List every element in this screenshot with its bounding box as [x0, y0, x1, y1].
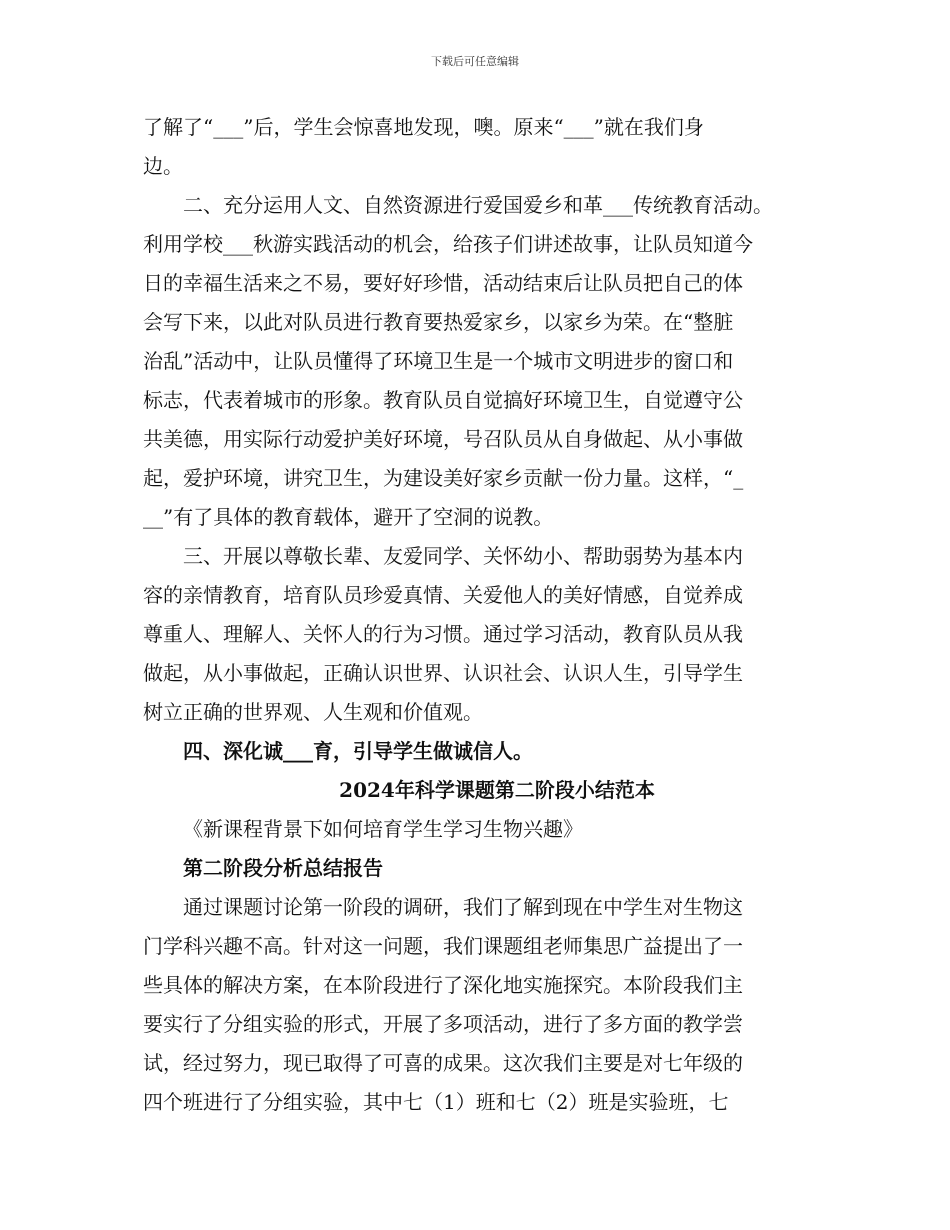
text-line: 做起，从小事做起，正确认识世界、认识社会、认识人生，引导学生 — [143, 661, 743, 685]
document-body — [143, 108, 811, 1122]
text-line: 治乱”活动中，让队员懂得了环境卫生是一个城市文明进步的窗口和 — [143, 349, 734, 373]
report-paragraph-start: 通过课题讨论第一阶段的调研，我们了解到现在中学生对生物这 — [183, 895, 743, 919]
paragraph-3-start: 三、开展以尊敬长辈、友爱同学、关怀幼小、帮助弱势为基本内 — [183, 544, 743, 568]
subtitle: 《新课程背景下如何培育学生学习生物兴趣》 — [183, 817, 583, 841]
text-line: 门学科兴趣不高。针对这一问题，我们课题组老师集思广益提出了一 — [143, 934, 743, 958]
text-line: 些具体的解决方案，在本阶段进行了深化地实施探究。本阶段我们主 — [143, 973, 743, 997]
text-line: 试，经过努力，现已取得了可喜的成果。这次我们主要是对七年级的 — [143, 1051, 743, 1075]
text-line: 边。 — [143, 154, 183, 178]
report-heading: 第二阶段分析总结报告 — [183, 856, 383, 880]
paragraph-2-start: 二、充分运用人文、自然资源进行爱国爱乡和革___传统教育活动。 — [183, 193, 773, 217]
text-line: 会写下来，以此对队员进行教育要热爱家乡，以家乡为荣。在“整脏 — [143, 310, 734, 334]
text-line: 了解了“___”后，学生会惊喜地发现，噢。原来“___”就在我们身 — [143, 115, 704, 139]
text-line: 标志，代表着城市的形象。教育队员自觉搞好环境卫生，自觉遵守公 — [143, 388, 743, 412]
text-line: __”有了具体的教育载体，避开了空洞的说教。 — [143, 505, 554, 529]
text-line: 日的幸福生活来之不易，要好好珍惜，活动结束后让队员把自己的体 — [143, 271, 743, 295]
text-line: 共美德，用实际行动爱护美好环境，号召队员从自身做起、从小事做 — [143, 427, 743, 451]
text-line: 利用学校___秋游实践活动的机会，给孩子们讲述故事，让队员知道今 — [143, 232, 753, 256]
text-line: 四个班进行了分组实验，其中七（1）班和七（2）班是实验班，七 — [143, 1090, 729, 1114]
page-header: 下载后可任意编辑 — [431, 55, 519, 68]
text-line: 尊重人、理解人、关怀人的行为习惯。通过学习活动，教育队员从我 — [143, 622, 743, 646]
section-4-heading: 四、深化诚___育，引导学生做诚信人。 — [183, 739, 533, 763]
text-line: 起，爱护环境，讲究卫生，为建设美好家乡贡献一份力量。这样，“_ — [143, 466, 744, 490]
text-line: 树立正确的世界观、人生观和价值观。 — [143, 700, 483, 724]
text-line: 容的亲情教育，培育队员珍爱真情、关爱他人的美好情感，自觉养成 — [143, 583, 743, 607]
document-title: 2024年科学课题第二阶段小结范本 — [339, 778, 655, 802]
text-line: 要实行了分组实验的形式，开展了多项活动，进行了多方面的教学尝 — [143, 1012, 743, 1036]
